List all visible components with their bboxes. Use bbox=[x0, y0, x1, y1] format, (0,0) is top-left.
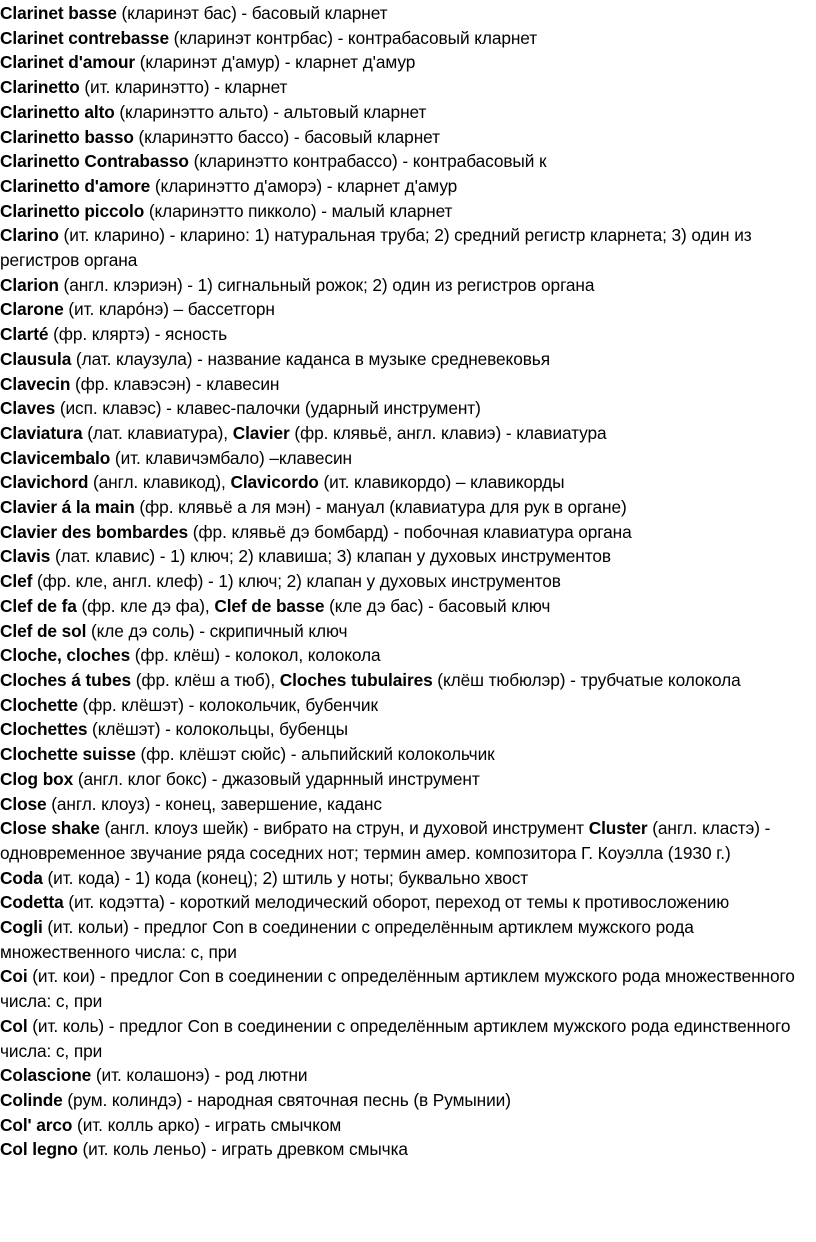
entry-term: Clarinetto piccolo bbox=[0, 200, 145, 221]
entry-definition: (ит. кольи) - предлог Con в соединении с определённым артиклем мужского рода множественного числа: с, при bbox=[0, 917, 694, 962]
entry-definition: (фр. клавэсэн) - клавесин bbox=[70, 373, 280, 394]
entry-term: Clochette bbox=[0, 694, 78, 715]
entry-term: Clarté bbox=[0, 324, 49, 345]
dictionary-entry bbox=[0, 1088, 806, 1113]
entry-term: Clarion bbox=[0, 274, 59, 295]
entry-term: Col legno bbox=[0, 1139, 78, 1160]
entry-definition: (ит. колашонэ) - род лютни bbox=[91, 1065, 308, 1086]
entry-term: Coi bbox=[0, 966, 28, 987]
dictionary-entry bbox=[0, 297, 806, 322]
entry-term: Clarinetto alto bbox=[0, 101, 115, 122]
entry-definition: (лат. клавис) - 1) ключ; 2) клавиша; 3) клапан у духовых инструментов bbox=[50, 546, 611, 567]
dictionary-entry bbox=[0, 1, 806, 26]
entry-term: Cloches á tubes bbox=[0, 669, 132, 690]
entry-term: Claves bbox=[0, 398, 56, 419]
entry-definition: (лат. клавиатура), bbox=[82, 422, 233, 443]
entry-term: Clavecin bbox=[0, 373, 71, 394]
dictionary-entry bbox=[0, 199, 806, 224]
dictionary-entry bbox=[0, 223, 806, 272]
entry-definition: (лат. клаузула) - название каданса в музыке средневековья bbox=[71, 348, 550, 369]
entry-definition: (ит. коль) - предлог Con в соединении с определённым артиклем мужского рода единственного числа: с, при bbox=[0, 1015, 791, 1061]
entry-term: Clarinet contrebasse bbox=[0, 27, 169, 48]
dictionary-entry bbox=[0, 50, 806, 75]
entry-term: Clavier á la main bbox=[0, 497, 135, 518]
entry-term: Col' arco bbox=[0, 1114, 73, 1135]
dictionary-entry bbox=[0, 1137, 806, 1162]
entry-definition: (фр. кляртэ) - ясность bbox=[48, 324, 228, 345]
entry-term: Close shake bbox=[0, 818, 100, 839]
entry-definition: (кларинэтто д'аморэ) - кларнет д'амур bbox=[150, 175, 458, 196]
dictionary-entry bbox=[0, 569, 806, 594]
entry-definition: (англ. клоуз) - конец, завершение, каданс bbox=[46, 793, 382, 814]
dictionary-entry bbox=[0, 915, 806, 964]
dictionary-entry bbox=[0, 1113, 806, 1138]
entry-definition: (фр. клявьё, англ. клавиэ) - клавиатура bbox=[289, 422, 607, 443]
entry-definition: (фр. клёш) - колокол, колокола bbox=[130, 645, 381, 666]
dictionary-entry bbox=[0, 717, 806, 742]
entry-term: Codetta bbox=[0, 892, 64, 913]
entry-definition: (ит. кодэтта) - короткий мелодический оборот, переход от темы к противосложению bbox=[63, 892, 730, 913]
entry-term: Clavicordo bbox=[230, 472, 319, 493]
dictionary-entry bbox=[0, 446, 806, 471]
entry-definition: (ит. кларинэтто) - кларнет bbox=[79, 77, 288, 98]
entry-definition: (фр. клёшэт сюйс) - альпийский колокольчик bbox=[135, 744, 495, 765]
entry-definition: (ит. клавикордо) – клавикорды bbox=[318, 472, 565, 493]
dictionary-entry bbox=[0, 396, 806, 421]
dictionary-entry bbox=[0, 742, 806, 767]
dictionary-entry bbox=[0, 495, 806, 520]
dictionary-entry bbox=[0, 174, 806, 199]
entry-definition: (кларинэтто пикколо) - малый кларнет bbox=[144, 200, 453, 221]
entry-definition: (англ. клоуз шейк) - вибрато на струн, и духовой инструмент bbox=[99, 818, 589, 839]
entry-definition: (исп. клавэс) - клавес-палочки (ударный инструмент) bbox=[55, 398, 481, 419]
entry-term: Clarinetto d'amore bbox=[0, 175, 151, 196]
dictionary-entry bbox=[0, 100, 806, 125]
entry-definition: (ит. коль леньо) - играть древком смычка bbox=[77, 1139, 408, 1160]
dictionary-entry bbox=[0, 26, 806, 51]
entry-definition: (кле дэ бас) - басовый ключ bbox=[324, 595, 551, 616]
entry-definition: (кларинэтто бассо) - басовый кларнет bbox=[133, 126, 440, 147]
entry-term: Clarinetto bbox=[0, 77, 80, 98]
entry-term: Clarinet basse bbox=[0, 3, 117, 23]
entry-definition: (англ. кластэ) - одновременное звучание ряда соседних нот; термин амер. композитора Г. Коуэлла (1930 г.) bbox=[0, 818, 771, 863]
entry-definition: (кларинэт бас) - басовый кларнет bbox=[116, 3, 388, 23]
entry-definition: (рум. колиндэ) - народная святочная песнь (в Румынии) bbox=[62, 1089, 511, 1110]
entry-term: Clarinet d'amour bbox=[0, 52, 136, 73]
entry-term: Clavier des bombardes bbox=[0, 521, 189, 542]
entry-definition: (фр. кле, англ. клеф) - 1) ключ; 2) клапан у духовых инструментов bbox=[32, 571, 561, 592]
entry-term: Clef bbox=[0, 571, 33, 592]
entry-definition: (фр. клявьё а ля мэн) - мануал (клавиатура для рук в органе) bbox=[134, 497, 627, 518]
entry-term: Cogli bbox=[0, 917, 43, 938]
dictionary-entry bbox=[0, 668, 806, 693]
entry-term: Clavier bbox=[232, 422, 290, 443]
entry-definition: (фр. клявьё дэ бомбард) - побочная клавиатура органа bbox=[188, 521, 632, 542]
entry-term: Clef de basse bbox=[214, 595, 325, 616]
dictionary-entry bbox=[0, 619, 806, 644]
dictionary-entry bbox=[0, 322, 806, 347]
dictionary-entry bbox=[0, 125, 806, 150]
dictionary-entry bbox=[0, 693, 806, 718]
entry-definition: (клёшэт) - колокольцы, бубенцы bbox=[87, 719, 348, 740]
entry-term: Cloches tubulaires bbox=[279, 669, 433, 690]
entry-definition: (кларинэтто альто) - альтовый кларнет bbox=[114, 101, 427, 122]
dictionary-entry bbox=[0, 792, 806, 817]
dictionary-entry bbox=[0, 372, 806, 397]
entry-definition: (англ. клэриэн) - 1) сигнальный рожок; 2) один из регистров органа bbox=[58, 274, 595, 295]
dictionary-entry bbox=[0, 347, 806, 372]
entry-term: Coda bbox=[0, 867, 43, 888]
dictionary-entry bbox=[0, 964, 806, 1013]
entry-definition: (англ. клог бокс) - джазовый ударнный инструмент bbox=[73, 768, 480, 789]
dictionary-entry bbox=[0, 594, 806, 619]
dictionary-entry bbox=[0, 421, 806, 446]
entry-term: Clarone bbox=[0, 299, 64, 320]
entry-term: Clavis bbox=[0, 546, 51, 567]
entry-definition: (кле дэ соль) - скрипичный ключ bbox=[86, 620, 348, 641]
entry-definition: (фр. кле дэ фа), bbox=[76, 595, 215, 616]
entry-term: Colinde bbox=[0, 1089, 63, 1110]
entry-term: Clochettes bbox=[0, 719, 88, 740]
entry-definition: (кларинэт контрбас) - контрабасовый кларнет bbox=[168, 27, 538, 48]
entry-definition: (ит. колль арко) - играть смычком bbox=[72, 1114, 342, 1135]
dictionary-entry bbox=[0, 767, 806, 792]
entry-definition: (фр. клёшэт) - колокольчик, бубенчик bbox=[77, 694, 378, 715]
entry-term: Clochette suisse bbox=[0, 744, 136, 765]
entry-term: Cluster bbox=[588, 818, 648, 839]
entry-term: Close bbox=[0, 793, 47, 814]
entry-definition: (ит. кларино) - кларино: 1) натуральная труба; 2) средний регистр кларнета; 3) один из регистров органа bbox=[0, 225, 752, 271]
entry-term: Clavicembalo bbox=[0, 447, 111, 468]
dictionary-entry bbox=[0, 149, 806, 174]
entry-term: Clef de fa bbox=[0, 595, 77, 616]
entry-term: Cloche, cloches bbox=[0, 645, 131, 666]
entry-term: Clarino bbox=[0, 225, 59, 246]
entry-definition: (англ. клавикод), bbox=[88, 472, 231, 493]
entry-term: Colascione bbox=[0, 1065, 92, 1086]
entry-definition: (фр. клёш а тюб), bbox=[131, 669, 280, 690]
entry-definition: (ит. кода) - 1) кода (конец); 2) штиль у ноты; буквально хвост bbox=[42, 867, 529, 888]
entry-definition: (кларинэт д'амур) - кларнет д'амур bbox=[135, 52, 416, 73]
entry-definition: (ит. клавичэмбало) –клавесин bbox=[110, 447, 352, 468]
dictionary-entry bbox=[0, 470, 806, 495]
dictionary-entry bbox=[0, 544, 806, 569]
entry-term: Clarinetto Contrabasso bbox=[0, 151, 189, 172]
entry-term: Clef de sol bbox=[0, 620, 87, 641]
dictionary-entry bbox=[0, 1063, 806, 1088]
entry-term: Clarinetto basso bbox=[0, 126, 134, 147]
entry-term: Clausula bbox=[0, 348, 72, 369]
entry-term: Claviatura bbox=[0, 422, 83, 443]
entry-definition: (кларинэтто контрабассо) - контрабасовый к bbox=[188, 151, 547, 172]
dictionary-entry bbox=[0, 520, 806, 545]
entry-term: Col bbox=[0, 1015, 28, 1036]
entry-definition: (ит. кларо́нэ) – бассетгорн bbox=[63, 299, 275, 320]
entry-definition: (ит. кои) - предлог Con в соединении с определённым артиклем мужского рода множественного числа: с, при bbox=[0, 966, 795, 1012]
entry-term: Clavichord bbox=[0, 472, 89, 493]
dictionary-entry bbox=[0, 75, 806, 100]
dictionary-entry bbox=[0, 866, 806, 891]
entry-definition: (клёш тюбюлэр) - трубчатые колокола bbox=[432, 669, 741, 690]
entry-term: Clog box bbox=[0, 768, 74, 789]
dictionary-entry bbox=[0, 816, 806, 865]
dictionary-entry bbox=[0, 273, 806, 298]
dictionary-entry bbox=[0, 643, 806, 668]
dictionary-entry bbox=[0, 890, 806, 915]
dictionary-entry bbox=[0, 1014, 806, 1063]
